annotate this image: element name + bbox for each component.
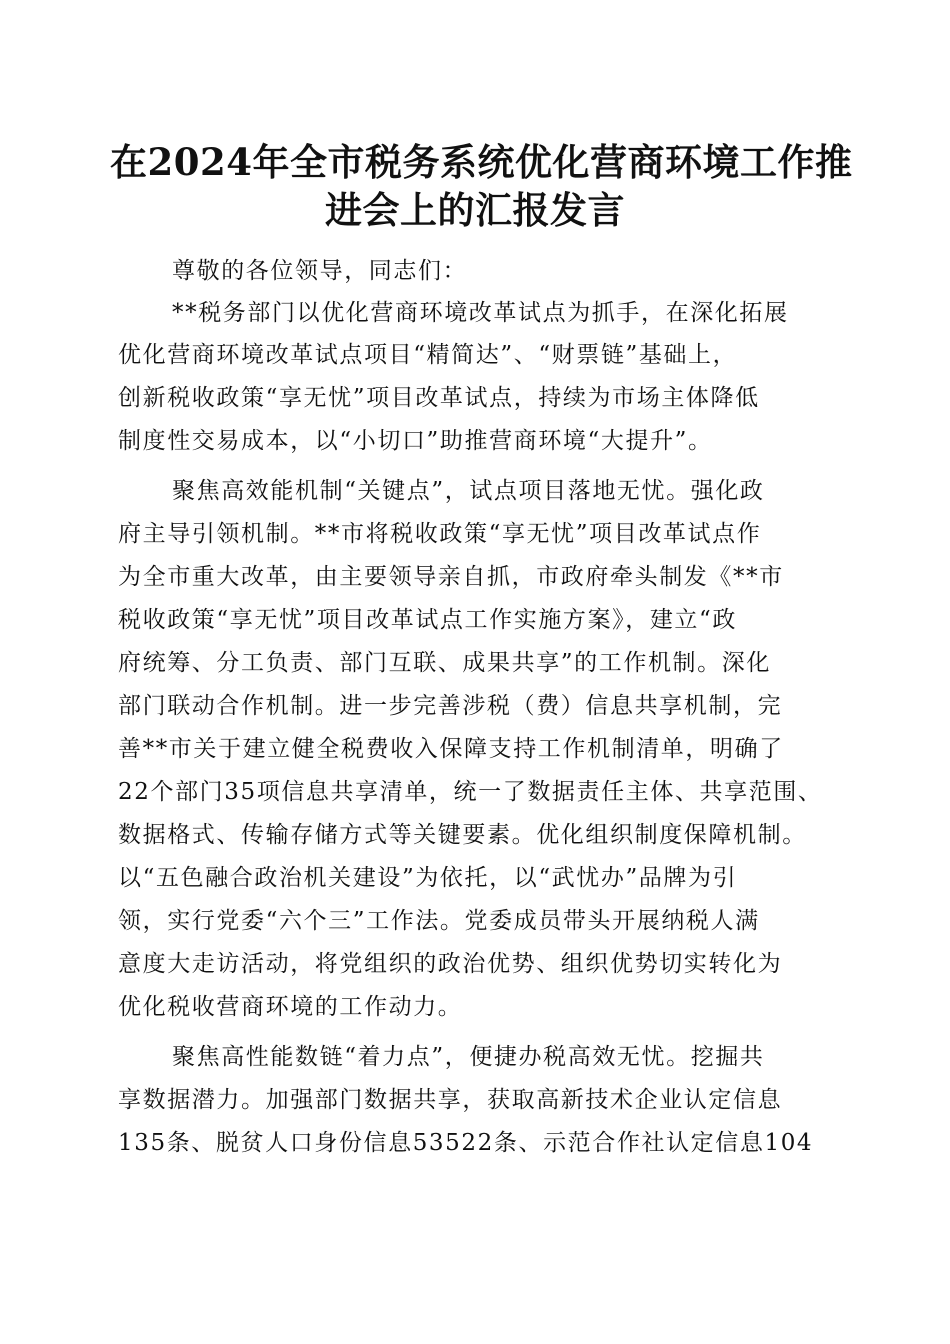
- paragraph-line: 享数据潜力。加强部门数据共享，获取高新技术企业认定信息: [118, 1087, 783, 1113]
- paragraph-line: 府主导引领机制。**市将税收政策“享无忧”项目改革试点作: [118, 521, 762, 547]
- paragraph-line: 创新税收政策“享无忧”项目改革试点，持续为市场主体降低: [118, 385, 760, 411]
- paragraph-line: 为全市重大改革，由主要领导亲自抓，市政府牵头制发《**市: [118, 564, 784, 590]
- paragraph-line: 制度性交易成本，以“小切口”助推营商环境“大提升”。: [118, 428, 713, 454]
- paragraph-line: 22个部门35项信息共享清单，统一了数据责任主体、共享范围、: [118, 779, 823, 805]
- salutation: 尊敬的各位领导，同志们：: [172, 258, 468, 284]
- paragraph-line: 意度大走访活动，将党组织的政治优势、组织优势切实转化为: [118, 951, 783, 977]
- paragraph-line: 优化税收营商环境的工作动力。: [118, 994, 463, 1020]
- paragraph-line: 优化营商环境改革试点项目“精简达”、“财票链”基础上，: [118, 342, 738, 368]
- paragraph-line: 府统筹、分工负责、部门互联、成果共享”的工作机制。深化: [118, 650, 771, 676]
- title-line-2: 进会上的汇报发言: [325, 188, 625, 232]
- document-title: [110, 138, 853, 234]
- paragraph-line: 税收政策“享无忧”项目改革试点工作实施方案》，建立“政: [118, 607, 737, 633]
- paragraph-line: **税务部门以优化营商环境改革试点为抓手，在深化拓展: [172, 300, 789, 326]
- paragraph-line: 以“五色融合政治机关建设”为依托，以“武忧办”品牌为引: [118, 865, 738, 891]
- paragraph-line: 135条、脱贫人口身份信息53522条、示范合作社认定信息104: [118, 1130, 814, 1156]
- paragraph-line: 数据格式、传输存储方式等关键要素。优化组织制度保障机制。: [118, 822, 807, 848]
- paragraph-line: 领，实行党委“六个三”工作法。党委成员带头开展纳税人满: [118, 908, 760, 934]
- title-line-1: 在2024年全市税务系统优化营商环境工作推: [110, 140, 853, 184]
- paragraph-line: 聚焦高性能数链“着力点”，便捷办税高效无忧。挖掘共: [172, 1044, 765, 1070]
- paragraph-line: 部门联动合作机制。进一步完善涉税（费）信息共享机制，完: [118, 693, 783, 719]
- paragraph-line: 善**市关于建立健全税费收入保障支持工作机制清单，明确了: [118, 736, 784, 762]
- paragraph-line: 聚焦高效能机制“关键点”，试点项目落地无忧。强化政: [172, 478, 765, 504]
